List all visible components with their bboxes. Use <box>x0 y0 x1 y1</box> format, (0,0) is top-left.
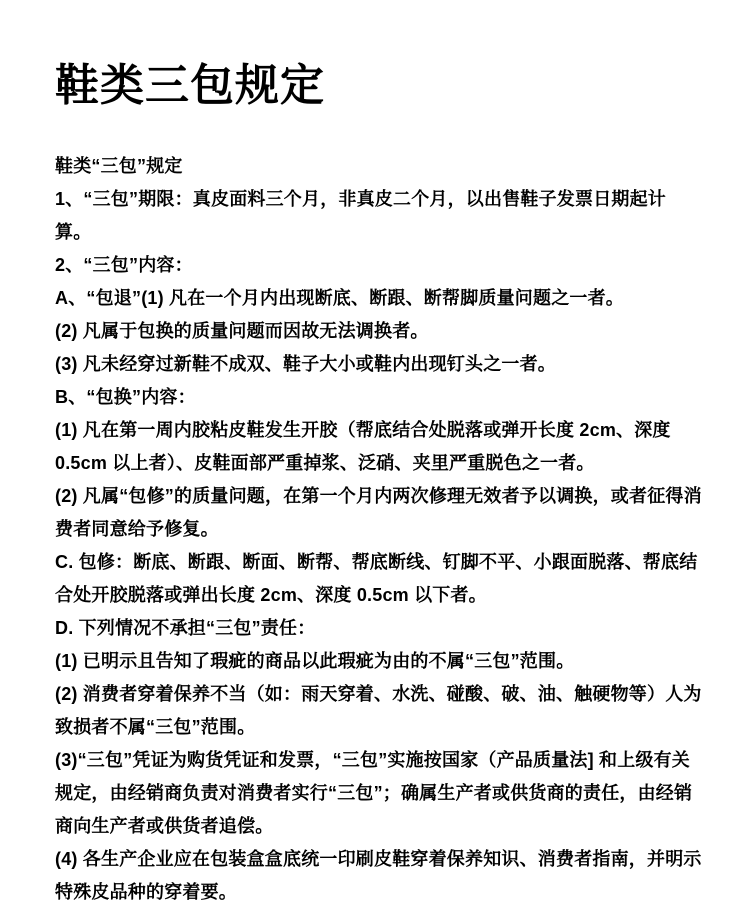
doc-paragraph: A、“包退”(1) 凡在一个月内出现断底、断跟、断帮脚质量问题之一者。 <box>55 288 624 308</box>
doc-paragraph: (3) 凡未经穿过新鞋不成双、鞋子大小或鞋内出现钉头之一者。 <box>55 354 556 374</box>
doc-paragraph: (2) 凡属“包修”的质量问题，在第一个月内两次修理无效者予以调换，或者征得消费者同意给予修复。 <box>55 486 702 539</box>
doc-paragraph: 1、“三包”期限：真皮面料三个月，非真皮二个月，以出售鞋子发票日期起计算。 <box>55 189 667 242</box>
doc-paragraph: D. 下列情况不承担“三包”责任： <box>55 618 316 638</box>
doc-paragraph: 2、“三包”内容： <box>55 255 193 275</box>
doc-paragraph: (1) 已明示且告知了瑕疵的商品以此瑕疵为由的不属“三包”范围。 <box>55 651 575 671</box>
doc-paragraph: (1) 凡在第一周内胶粘皮鞋发生开胶（帮底结合处脱落或弹开长度 2cm、深度 0.5cm 以上者）、皮鞋面部严重掉浆、泛硝、夹里严重脱色之一者。 <box>55 420 671 473</box>
page-title: 鞋类三包规定 <box>55 61 325 110</box>
document-body <box>0 114 750 909</box>
doc-paragraph: B、“包换”内容： <box>55 387 196 407</box>
doc-paragraph: (2) 消费者穿着保养不当（如：雨天穿着、水洗、碰酸、破、油、触硬物等）人为致损者不属“三包”范围。 <box>55 684 702 737</box>
doc-paragraph: (2) 凡属于包换的质量问题而因故无法调换者。 <box>55 321 429 341</box>
doc-paragraph: C. 包修：断底、断跟、断面、断帮、帮底断线、钉脚不平、小跟面脱落、帮底结合处开胶脱落或弹出长度 2cm、深度 0.5cm 以下者。 <box>55 552 698 605</box>
doc-paragraph: 鞋类“三包”规定 <box>55 156 183 176</box>
doc-paragraph: (4) 各生产企业应在包装盒盒底统一印刷皮鞋穿着保养知识、消费者指南，并明示特殊皮品种的穿着要。 <box>55 849 702 902</box>
doc-paragraph: (3)“三包”凭证为购货凭证和发票，“三包”实施按国家（产品质量法] 和上级有关规定，由经销商负责对消费者实行“三包”；确属生产者或供货商的责任，由经销商向生产者或供货者追偿。 <box>55 750 693 836</box>
